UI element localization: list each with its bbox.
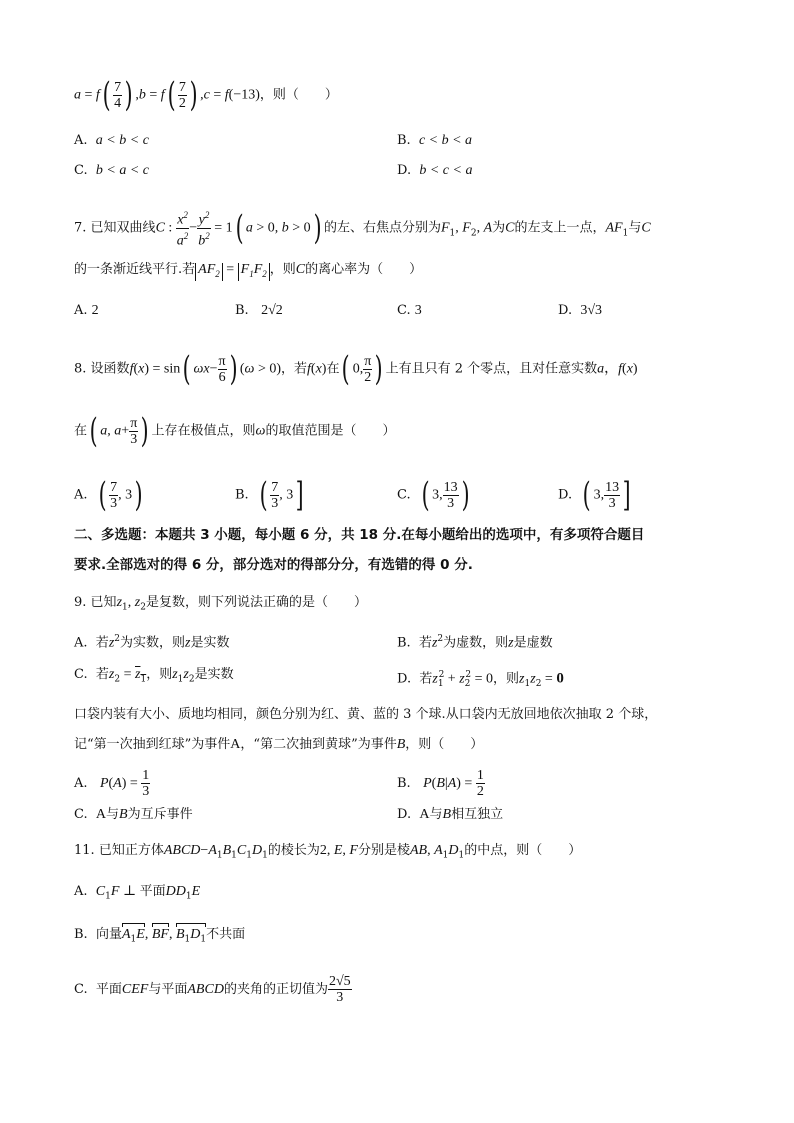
q7-option-b[interactable]: B. 2√2 [235, 303, 283, 318]
section2-heading-line2: 要求.全部选对的得 6 分，部分选对的得部分分，有选错的得 0 分. [74, 557, 473, 573]
q8-option-b[interactable]: B. ( $\frac{7}{3}$ , 3] [235, 475, 304, 515]
q10-stem-line2: 记“第一次抽到红球”为事件A，“第二次抽到黄球”为事件B，则（ ） [74, 737, 484, 752]
q8-stem-line1: 8. 设函数f(x) = sin( ωx− $\frac{\pi}{6}$ ) (ω > 0)，若f(x)在( 0, $\frac{\pi}{2}$ ) 上有且只有 2 个零点，且对任意实数a，f(x) [74, 349, 638, 389]
q10-option-d[interactable]: D. A与B相互独立 [397, 807, 504, 822]
q6-ask: ，则（ ） [259, 87, 338, 103]
q7-option-d[interactable]: D. 3√3 [558, 303, 603, 318]
q7-option-a[interactable]: A. 2 [74, 303, 99, 318]
q8-stem-line2: 在( a, a+ $\frac{\pi}{3}$ ) 上存在极值点，则ω的取值范围是（ ） [74, 411, 396, 451]
q6-option-a[interactable]: A. a < b < c [74, 133, 149, 148]
q6-option-c[interactable]: C. b < a < c [74, 163, 149, 178]
q11-stem: 11. 已知正方体$ABCD-A_1B_1C_1D_1$的棱长为2, E, F分别是棱AB, $A_1D_1$的中点，则（ ） [74, 843, 582, 861]
q10-option-c[interactable]: C. A与B为互斥事件 [74, 807, 193, 822]
q10-option-a[interactable]: A. P(A) = $\frac{1}{3}$ [74, 768, 150, 799]
q8-option-a[interactable]: A. ( $\frac{7}{3}$ , 3) [74, 475, 143, 515]
section2-heading-line1: 二、多选题：本题共 3 小题，每小题 6 分，共 18 分.在每小题给出的选项中，有多项符合题目 [74, 527, 645, 543]
q6-option-b[interactable]: B. c < b < a [397, 133, 473, 148]
q10-option-b[interactable]: B. P(B|A) = $\frac{1}{2}$ [397, 768, 484, 799]
q7-stem-line1: 7. 已知双曲线C : $\frac{x^2}{a^2}$ − $\frac{y^2}{b^2}$ = 1( a > 0, b > 0) 的左、右焦点分别为$F_1$, $F_2$, A为C的左支上一点，$AF_1$与C [74, 208, 651, 249]
q8-option-c[interactable]: C. ( 3, $\frac{13}{3}$ ) [397, 475, 470, 515]
q10-stem-line1: 口袋内装有大小、质地均相同，颜色分别为红、黄、蓝的 3 个球.从口袋内无放回地依次抽取 2 个球， [74, 707, 658, 722]
q9-option-c[interactable]: C. 若$z_2 = \overline{z}_1$，则$z_1z_2$是实数 [74, 667, 234, 685]
q9-option-b[interactable]: B. 若$z^2$为虚数，则z是虚数 [397, 634, 553, 651]
q6-option-d[interactable]: D. b < c < a [397, 163, 473, 178]
q9-option-d[interactable]: D. 若$z_1^2 + z_2^2 = 0$，则$z_1z_2 = 0$ [397, 670, 564, 689]
q11-option-a[interactable]: A. $C_1F$ ⊥ 平面$DD_1E$ [74, 884, 201, 902]
q11-option-b[interactable]: B. 向量$A_1E$, BF, $B_1D_1$不共面 [74, 926, 245, 949]
q8-option-d[interactable]: D. ( 3, $\frac{13}{3}$ ] [558, 475, 631, 515]
q7-option-c[interactable]: C. 3 [397, 303, 422, 318]
q11-option-c[interactable]: C. 平面CEF与平面ABCD的夹角的正切值为 $\frac{2√5}{3}$ [74, 974, 351, 1005]
q9-option-a[interactable]: A. 若$z^2$为实数，则z是实数 [74, 634, 230, 651]
q9-stem: 9. 已知$z_1$, $z_2$是复数，则下列说法正确的是（ ） [74, 595, 367, 613]
q6-definitions: a = f( $\frac{7}{4}$ ) ,b = f( $\frac{7}{2}$ ) ,c = f(−13)，则（ ） [74, 75, 338, 115]
q7-stem-line2: 的一条渐近线平行.若 $AF_2 = F_1F_2$ ，则C的离心率为（ ） [74, 262, 423, 279]
